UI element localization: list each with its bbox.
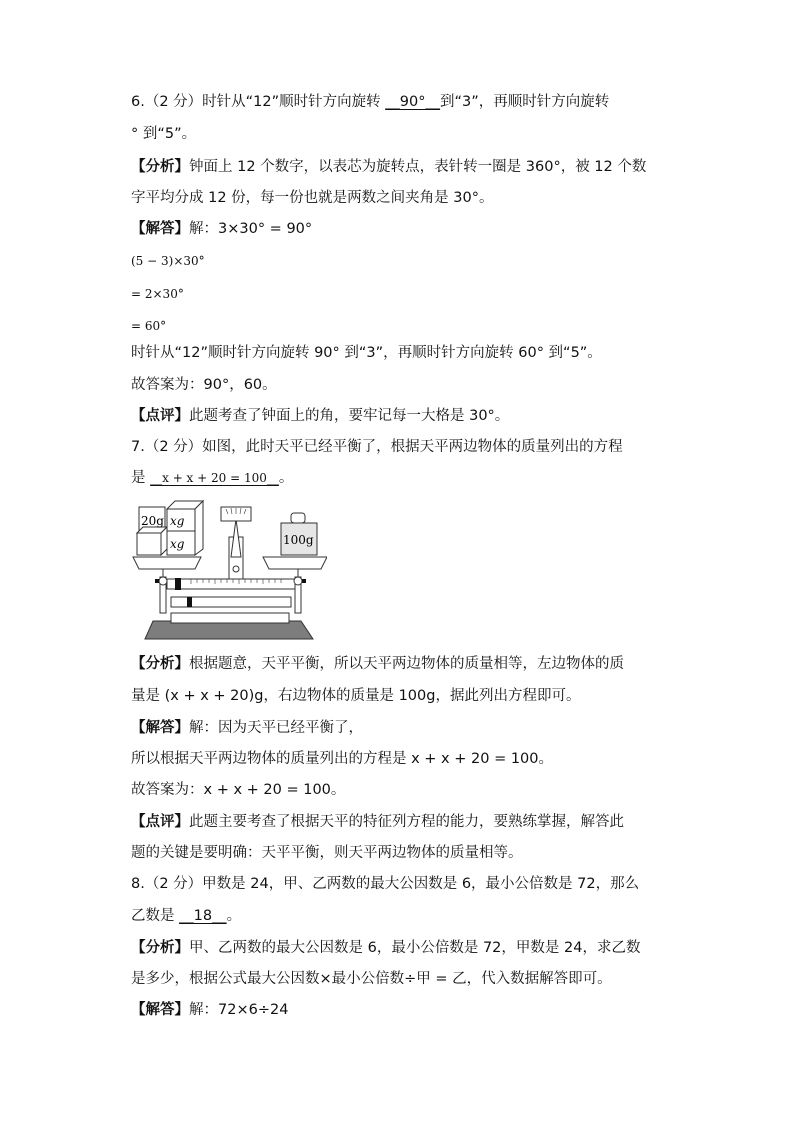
q6-stem-text: 6.（2 分）时针从“12”顺时针方向旋转 — [131, 94, 386, 110]
answer-tag: 【解答】 — [131, 1002, 189, 1018]
q6-final-answer: 故答案为：90°，60。 — [131, 377, 277, 393]
q8-analysis-line-1 — [131, 938, 640, 958]
q6-calc-1: (5 − 3)×30° — [131, 254, 205, 268]
q7-final-answer: 故答案为：x + x + 20 = 100。 — [131, 782, 346, 798]
q8-line-1: 8.（2 分）甲数是 24，甲、乙两数的最大公因数是 6，最小公倍数是 72，那么 — [131, 876, 640, 892]
q8-stem-text: 乙数是 — [131, 908, 180, 924]
q6-analysis-line-1 — [131, 157, 646, 177]
q8-answer-text: 解：72×6÷24 — [189, 1002, 289, 1018]
graduated-beam — [167, 579, 295, 589]
scale-base — [145, 621, 313, 639]
q7-analysis-line-2: 量是 (x + x + 20)g，右边物体的质量是 100g，据此列出方程即可。 — [131, 688, 581, 704]
comment-tag: 【点评】 — [131, 408, 189, 424]
lower-marker — [187, 597, 192, 607]
q8-answer-line — [131, 1000, 288, 1020]
label-100g: 100g — [283, 533, 314, 547]
q6-line-1 — [131, 92, 609, 112]
q7-answer-text: 解：因为天平已经平衡了， — [189, 720, 363, 736]
left-pan — [133, 557, 201, 569]
q7-comment-line-1 — [131, 812, 624, 832]
q7-answer-line-2: 所以根据天平两边物体的质量列出的方程是 x + x + 20 = 100。 — [131, 751, 553, 767]
q7-analysis-text: 根据题意，天平平衡，所以天平两边物体的质量相等，左边物体的质 — [189, 656, 624, 672]
q6-calc-2: = 2×30° — [131, 287, 184, 301]
q6-analysis-line-2: 字平均分成 12 份，每一份也就是两数之间夹角是 30°。 — [131, 190, 494, 206]
right-pan — [263, 557, 327, 569]
label-20g: 20g — [141, 514, 164, 528]
q7-stem-text-2: 。 — [278, 470, 294, 486]
q6-answer-line — [131, 219, 312, 239]
q8-line-2 — [131, 906, 241, 926]
scale-base-top — [171, 613, 289, 623]
q6-answer-text: 解：3×30° = 90° — [189, 221, 313, 237]
q6-conclusion: 时针从“12”顺时针方向旋转 90° 到“3”，再顺时针方向旋转 60° 到“5”。 — [131, 345, 602, 361]
q6-analysis-text: 钟面上 12 个数字，以表芯为旋转点，表针转一圈是 360°，被 12 个数 — [189, 159, 647, 175]
analysis-tag: 【分析】 — [131, 159, 189, 175]
left-pivot — [159, 577, 167, 585]
analysis-tag: 【分析】 — [131, 940, 189, 956]
q8-stem-text-2: 。 — [226, 908, 242, 924]
balance-scale-figure — [131, 497, 327, 643]
q6-answer-blank: __90°__ — [385, 94, 440, 110]
weight-100g-handle — [291, 513, 305, 523]
q6-line-2: ° 到“5”。 — [131, 126, 197, 142]
q6-stem-text-2: 到“3”，再顺时针方向旋转 — [439, 94, 610, 110]
q8-answer-blank: __18__ — [179, 908, 227, 924]
q7-answer-line — [131, 718, 363, 738]
label-xg-top: xg — [170, 514, 185, 528]
q6-calc-3: = 60° — [131, 319, 167, 333]
comment-tag: 【点评】 — [131, 814, 189, 830]
q7-stem-text: 是 — [131, 470, 151, 486]
q8-analysis-text: 甲、乙两数的最大公因数是 6，最小公倍数是 72，甲数是 24，求乙数 — [189, 940, 641, 956]
q6-comment-text: 此题考查了钟面上的角，要牢记每一大格是 30°。 — [189, 408, 510, 424]
q7-analysis-line-1 — [131, 654, 624, 674]
q7-answer-blank: __x + x + 20 = 100__ — [150, 471, 279, 485]
right-pivot — [294, 577, 302, 585]
answer-tag: 【解答】 — [131, 720, 189, 736]
q7-comment-line-2: 题的关键是要明确：天平平衡，则天平两边物体的质量相等。 — [131, 845, 523, 861]
label-xg-bottom: xg — [170, 537, 185, 551]
q6-comment-line — [131, 406, 509, 426]
answer-tag: 【解答】 — [131, 221, 189, 237]
weight-20g-cube — [137, 533, 161, 555]
q7-line-1: 7.（2 分）如图，此时天平已经平衡了，根据天平两边物体的质量列出的方程 — [131, 439, 623, 455]
rider-marker — [175, 578, 181, 590]
analysis-tag: 【分析】 — [131, 656, 189, 672]
q7-comment-text: 此题主要考查了根据天平的特征列方程的能力，要熟练掌握，解答此 — [189, 814, 624, 830]
q7-line-2 — [131, 468, 293, 488]
q8-analysis-line-2: 是多少，根据公式最大公因数×最小公倍数÷甲 = 乙，代入数据解答即可。 — [131, 971, 612, 987]
